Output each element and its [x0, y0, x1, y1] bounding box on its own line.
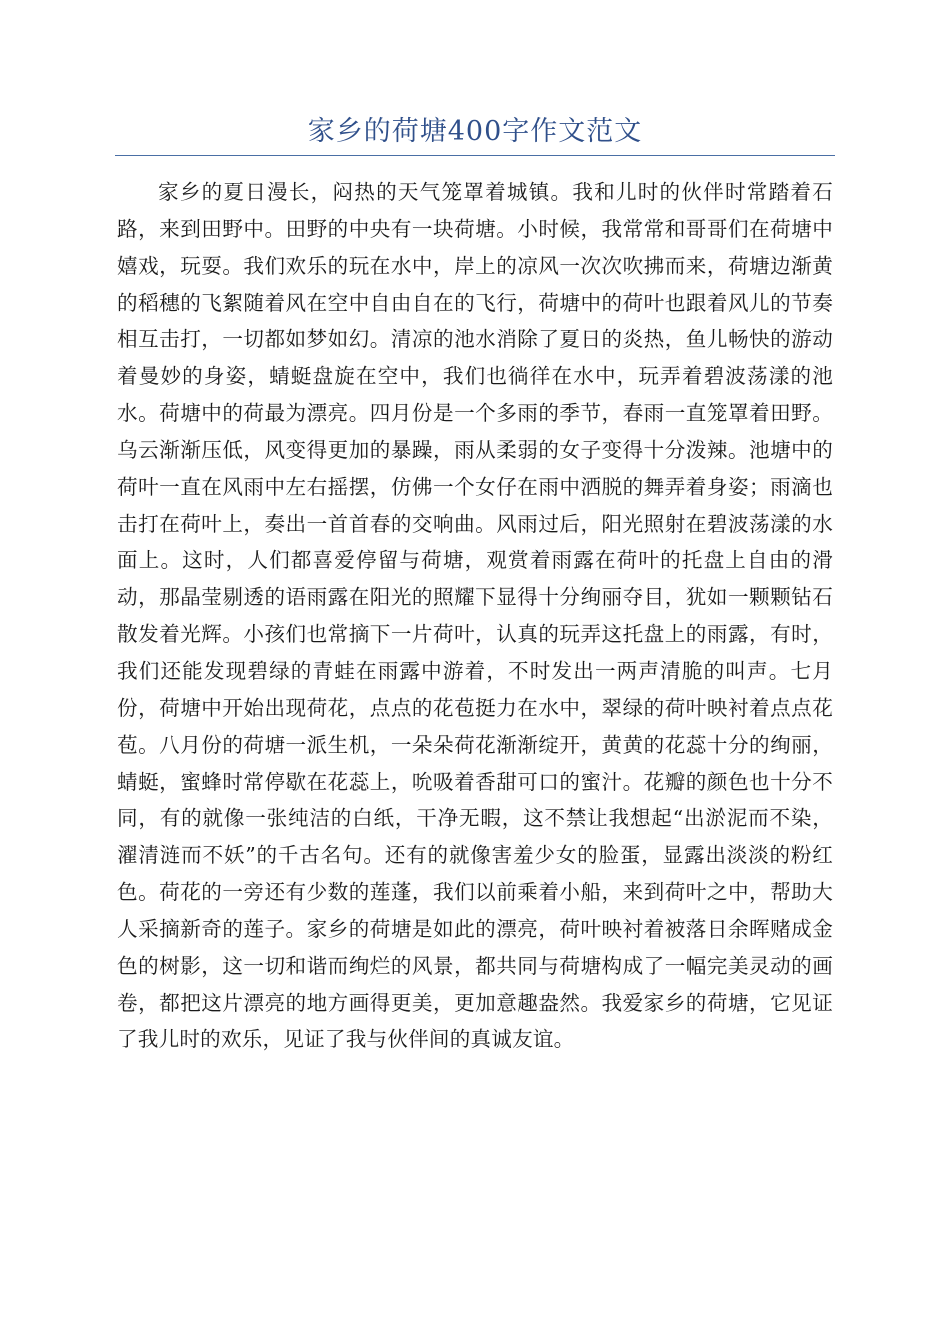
- essay-paragraph: 家乡的夏日漫长，闷热的天气笼罩着城镇。我和儿时的伙伴时常踏着石路，来到田野中。田野的中央有一块荷塘。小时候，我常常和哥哥们在荷塘中嬉戏，玩耍。我们欢乐的玩在水中，岸上的凉风一次次吹拂而来，荷塘边渐黄的稻穗的飞絮随着风在空中自由自在的飞行，荷塘中的荷叶也跟着风儿的节奏相互击打，一切都如梦如幻。清凉的池水消除了夏日的炎热，鱼儿畅快的游动着曼妙的身姿，蜻蜓盘旋在空中，我们也徜徉在水中，玩弄着碧波荡漾的池水。荷塘中的荷最为漂亮。四月份是一个多雨的季节，春雨一直笼罩着田野。乌云渐渐压低，风变得更加的暴躁，雨从柔弱的女子变得十分泼辣。池塘中的荷叶一直在风雨中左右摇摆，仿佛一个女仔在雨中洒脱的舞弄着身姿；雨滴也击打在荷叶上，奏出一首首春的交响曲。风雨过后，阳光照射在碧波荡漾的水面上。这时，人们都喜爱停留与荷塘，观赏着雨露在荷叶的托盘上自由的滑动，那晶莹剔透的语雨露在阳光的照耀下显得十分绚丽夺目，犹如一颗颗钻石散发着光辉。小孩们也常摘下一片荷叶，认真的玩弄这托盘上的雨露，有时，我们还能发现碧绿的青蛙在雨露中游着，不时发出一两声清脆的叫声。七月份，荷塘中开始出现荷花，点点的花苞挺力在水中，翠绿的荷叶映衬着点点花苞。八月份的荷塘一派生机，一朵朵荷花渐渐绽开，黄黄的花蕊十分的绚丽，蜻蜓，蜜蜂时常停歇在花蕊上，吮吸着香甜可口的蜜汁。花瓣的颜色也十分不同，有的就像一张纯洁的白纸，干净无暇，这不禁让我想起“出淤泥而不染，濯清涟而不妖”的千古名句。还有的就像害羞少女的脸蛋，显露出淡淡的粉红色。荷花的一旁还有少数的莲蓬，我们以前乘着小船，来到荷叶之中，帮助大人采摘新奇的莲子。家乡的荷塘是如此的漂亮，荷叶映衬着被落日余晖赌成金色的树影，这一切和谐而绚烂的风景，都共同与荷塘构成了一幅完美灵动的画卷，都把这片漂亮的地方画得更美，更加意趣盎然。我爱家乡的荷塘，它见证了我儿时的欢乐，见证了我与伙伴间的真诚友谊。: [117, 180, 833, 1052]
- page-title: 家乡的荷塘400字作文范文: [307, 116, 643, 147]
- title-block: [115, 112, 835, 156]
